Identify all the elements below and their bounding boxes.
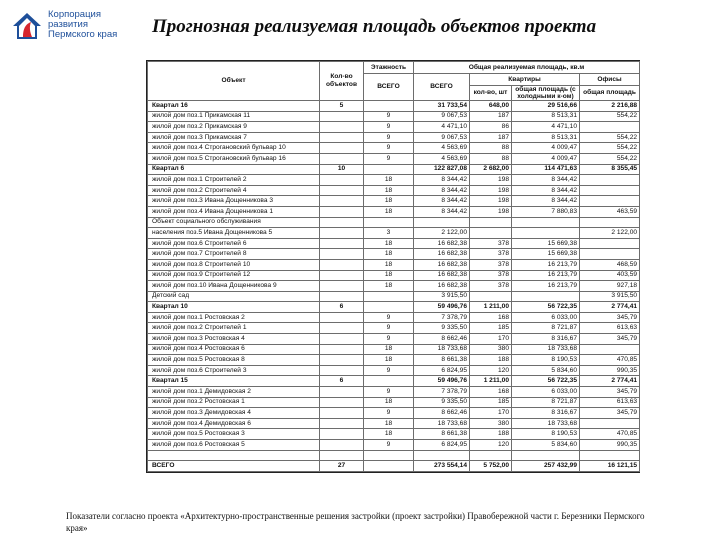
cell-cnt: 2 682,00 bbox=[470, 164, 512, 175]
table-row bbox=[148, 365, 640, 376]
cell-cnt: 120 bbox=[470, 365, 512, 376]
cell-off bbox=[580, 196, 640, 207]
cell-off: 3 915,50 bbox=[580, 291, 640, 302]
cell-cnt: 378 bbox=[470, 249, 512, 260]
header-apartments: Квартиры bbox=[470, 74, 580, 86]
cell-total: 7 378,79 bbox=[414, 387, 470, 398]
header-off-area: общая площадь bbox=[580, 86, 640, 101]
cell-apt: 18 733,68 bbox=[512, 344, 580, 355]
cell-qty bbox=[320, 196, 364, 207]
cell-qty bbox=[320, 450, 364, 461]
cell-off bbox=[580, 344, 640, 355]
cell-apt: 4 009,47 bbox=[512, 153, 580, 164]
cell-fl bbox=[364, 450, 414, 461]
table-row bbox=[148, 111, 640, 122]
cell-cnt: 1 211,00 bbox=[470, 376, 512, 387]
cell-apt: 8 190,53 bbox=[512, 429, 580, 440]
table-row bbox=[148, 440, 640, 451]
cell-off bbox=[580, 185, 640, 196]
cell-total: 7 378,79 bbox=[414, 312, 470, 323]
cell-name: жилой дом поз.2 Строителей 1 bbox=[148, 323, 320, 334]
cell-fl: 18 bbox=[364, 196, 414, 207]
cell-total: 9 067,53 bbox=[414, 111, 470, 122]
table-row bbox=[148, 270, 640, 281]
area-table bbox=[147, 61, 640, 472]
cell-cnt: 170 bbox=[470, 408, 512, 419]
cell-total: 8 344,42 bbox=[414, 185, 470, 196]
cell-cnt: 198 bbox=[470, 175, 512, 186]
table-row bbox=[148, 228, 640, 239]
cell-total: 6 824,95 bbox=[414, 440, 470, 451]
cell-qty bbox=[320, 334, 364, 345]
cell-total: 18 733,68 bbox=[414, 344, 470, 355]
cell-name: жилой дом поз.4 Демидовская 6 bbox=[148, 418, 320, 429]
cell-cnt bbox=[470, 228, 512, 239]
cell-qty bbox=[320, 418, 364, 429]
cell-qty bbox=[320, 153, 364, 164]
cell-apt: 8 344,42 bbox=[512, 175, 580, 186]
quarter-row bbox=[148, 376, 640, 387]
cell-off: 2 122,00 bbox=[580, 228, 640, 239]
table-row bbox=[148, 249, 640, 260]
cell-fl: 18 bbox=[364, 175, 414, 186]
cell-apt: 56 722,35 bbox=[512, 376, 580, 387]
cell-off: 613,63 bbox=[580, 397, 640, 408]
cell-off bbox=[580, 122, 640, 133]
cell-qty bbox=[320, 323, 364, 334]
area-table-frame bbox=[146, 60, 640, 473]
cell-name: жилой дом поз.8 Строителей 10 bbox=[148, 259, 320, 270]
cell-name: Детский сад bbox=[148, 291, 320, 302]
cell-qty bbox=[320, 344, 364, 355]
cell-off: 554,22 bbox=[580, 132, 640, 143]
cell-off: 345,79 bbox=[580, 408, 640, 419]
cell-apt bbox=[512, 217, 580, 228]
table-row bbox=[148, 122, 640, 133]
cell-off: 345,79 bbox=[580, 334, 640, 345]
cell-fl: 18 bbox=[364, 429, 414, 440]
cell-apt: 8 344,42 bbox=[512, 185, 580, 196]
cell-name: жилой дом поз.1 Демидовская 2 bbox=[148, 387, 320, 398]
table-row bbox=[148, 429, 640, 440]
cell-name: жилой дом поз.3 Ивана Дощенникова 3 bbox=[148, 196, 320, 207]
cell-total: 4 563,69 bbox=[414, 143, 470, 154]
cell-total: 6 824,95 bbox=[414, 365, 470, 376]
cell-apt: 6 033,00 bbox=[512, 312, 580, 323]
cell-qty bbox=[320, 249, 364, 260]
cell-cnt: 170 bbox=[470, 334, 512, 345]
table-row bbox=[148, 355, 640, 366]
cell-off: 470,85 bbox=[580, 429, 640, 440]
cell-off bbox=[580, 238, 640, 249]
cell-total: 273 554,14 bbox=[414, 461, 470, 472]
cell-name: жилой дом поз.5 Строгановский бульвар 16 bbox=[148, 153, 320, 164]
cell-fl: 9 bbox=[364, 111, 414, 122]
cell-apt: 16 213,79 bbox=[512, 259, 580, 270]
cell-off bbox=[580, 418, 640, 429]
cell-total: 2 122,00 bbox=[414, 228, 470, 239]
cell-apt: 114 471,63 bbox=[512, 164, 580, 175]
cell-total bbox=[414, 217, 470, 228]
table-row bbox=[148, 291, 640, 302]
cell-apt: 6 033,00 bbox=[512, 387, 580, 398]
cell-cnt: 380 bbox=[470, 418, 512, 429]
cell-apt: 8 721,87 bbox=[512, 323, 580, 334]
cell-fl: 9 bbox=[364, 122, 414, 133]
cell-apt bbox=[512, 228, 580, 239]
cell-off: 470,85 bbox=[580, 355, 640, 366]
cell-qty: 27 bbox=[320, 461, 364, 472]
cell-name: жилой дом поз.6 Ростовская 5 bbox=[148, 440, 320, 451]
quarter-row bbox=[148, 164, 640, 175]
cell-cnt: 648,00 bbox=[470, 101, 512, 112]
cell-total: 16 682,38 bbox=[414, 238, 470, 249]
cell-fl: 9 bbox=[364, 132, 414, 143]
cell-cnt: 86 bbox=[470, 122, 512, 133]
cell-qty: 6 bbox=[320, 376, 364, 387]
cell-off: 345,79 bbox=[580, 387, 640, 398]
cell-cnt bbox=[470, 291, 512, 302]
cell-cnt: 120 bbox=[470, 440, 512, 451]
header-apt-count: кол-во, шт bbox=[470, 86, 512, 101]
cell-cnt: 198 bbox=[470, 185, 512, 196]
cell-cnt: 188 bbox=[470, 355, 512, 366]
cell-cnt: 380 bbox=[470, 344, 512, 355]
cell-total: 8 344,42 bbox=[414, 175, 470, 186]
cell-cnt: 1 211,00 bbox=[470, 302, 512, 313]
cell-fl: 9 bbox=[364, 334, 414, 345]
table-body bbox=[148, 101, 640, 472]
cell-off: 554,22 bbox=[580, 143, 640, 154]
cell-off: 16 121,15 bbox=[580, 461, 640, 472]
cell-off: 554,22 bbox=[580, 153, 640, 164]
cell-name: жилой дом поз.1 Строителей 2 bbox=[148, 175, 320, 186]
cell-qty bbox=[320, 132, 364, 143]
cell-fl: 18 bbox=[364, 238, 414, 249]
cell-qty bbox=[320, 185, 364, 196]
cell-name: жилой дом поз.6 Строителей 6 bbox=[148, 238, 320, 249]
cell-qty bbox=[320, 111, 364, 122]
quarter-row bbox=[148, 101, 640, 112]
header-qty: Кол-во объектов bbox=[320, 62, 364, 101]
cell-apt: 8 513,31 bbox=[512, 111, 580, 122]
cell-fl: 9 bbox=[364, 143, 414, 154]
cell-cnt bbox=[470, 450, 512, 461]
cell-name: жилой дом поз.4 Ивана Дощенникова 1 bbox=[148, 206, 320, 217]
header-object: Объект bbox=[148, 62, 320, 101]
cell-total: 122 827,08 bbox=[414, 164, 470, 175]
cell-total: 8 661,38 bbox=[414, 355, 470, 366]
cell-fl: 18 bbox=[364, 185, 414, 196]
cell-off: 403,59 bbox=[580, 270, 640, 281]
cell-off: 990,35 bbox=[580, 365, 640, 376]
cell-name: Квартал 16 bbox=[148, 101, 320, 112]
cell-fl: 18 bbox=[364, 259, 414, 270]
cell-fl: 18 bbox=[364, 344, 414, 355]
cell-total: 4 563,69 bbox=[414, 153, 470, 164]
cell-name: Объект социального обслуживания bbox=[148, 217, 320, 228]
cell-qty bbox=[320, 408, 364, 419]
cell-off: 613,63 bbox=[580, 323, 640, 334]
cell-name: Квартал 6 bbox=[148, 164, 320, 175]
cell-qty bbox=[320, 206, 364, 217]
cell-qty bbox=[320, 259, 364, 270]
table-row bbox=[148, 418, 640, 429]
cell-name: жилой дом поз.1 Ростовская 2 bbox=[148, 312, 320, 323]
logo bbox=[12, 8, 142, 40]
cell-off: 2 216,88 bbox=[580, 101, 640, 112]
cell-total: 8 662,46 bbox=[414, 408, 470, 419]
cell-qty bbox=[320, 238, 364, 249]
cell-total: 16 682,38 bbox=[414, 259, 470, 270]
cell-fl bbox=[364, 164, 414, 175]
cell-total: 9 067,53 bbox=[414, 132, 470, 143]
cell-fl bbox=[364, 461, 414, 472]
total-row bbox=[148, 461, 640, 472]
cell-qty: 5 bbox=[320, 101, 364, 112]
cell-total: 8 661,38 bbox=[414, 429, 470, 440]
table-row bbox=[148, 397, 640, 408]
table-row bbox=[148, 196, 640, 207]
cell-fl: 18 bbox=[364, 281, 414, 292]
table-row bbox=[148, 281, 640, 292]
cell-fl: 9 bbox=[364, 408, 414, 419]
cell-cnt: 168 bbox=[470, 312, 512, 323]
cell-cnt: 378 bbox=[470, 270, 512, 281]
cell-apt: 8 190,53 bbox=[512, 355, 580, 366]
cell-total bbox=[414, 450, 470, 461]
cell-cnt: 185 bbox=[470, 397, 512, 408]
cell-fl: 3 bbox=[364, 228, 414, 239]
cell-cnt: 185 bbox=[470, 323, 512, 334]
cell-name: жилой дом поз.1 Прикамская 11 bbox=[148, 111, 320, 122]
table-row bbox=[148, 143, 640, 154]
table-row bbox=[148, 323, 640, 334]
cell-fl: 9 bbox=[364, 365, 414, 376]
cell-name: жилой дом поз.2 Ростовская 1 bbox=[148, 397, 320, 408]
cell-fl: 9 bbox=[364, 153, 414, 164]
cell-cnt: 378 bbox=[470, 259, 512, 270]
table-row bbox=[148, 312, 640, 323]
cell-name: жилой дом поз.6 Строителей 3 bbox=[148, 365, 320, 376]
cell-name: жилой дом поз.3 Демидовская 4 bbox=[148, 408, 320, 419]
cell-apt: 8 316,67 bbox=[512, 408, 580, 419]
cell-name: жилой дом поз.5 Ростовская 8 bbox=[148, 355, 320, 366]
cell-cnt: 187 bbox=[470, 132, 512, 143]
cell-total: 8 344,42 bbox=[414, 206, 470, 217]
cell-total: 9 335,50 bbox=[414, 323, 470, 334]
cell-qty bbox=[320, 365, 364, 376]
cell-off: 345,79 bbox=[580, 312, 640, 323]
cell-apt bbox=[512, 291, 580, 302]
cell-apt: 4 009,47 bbox=[512, 143, 580, 154]
cell-total: 16 682,38 bbox=[414, 249, 470, 260]
cell-total: 31 733,54 bbox=[414, 101, 470, 112]
cell-cnt: 187 bbox=[470, 111, 512, 122]
cell-off bbox=[580, 450, 640, 461]
cell-fl bbox=[364, 291, 414, 302]
cell-off bbox=[580, 249, 640, 260]
cell-cnt: 378 bbox=[470, 281, 512, 292]
header-area: Общая реализуемая площадь, кв.м bbox=[414, 62, 640, 74]
table-row bbox=[148, 217, 640, 228]
cell-qty bbox=[320, 122, 364, 133]
table-row bbox=[148, 450, 640, 461]
cell-name: жилой дом поз.9 Строителей 12 bbox=[148, 270, 320, 281]
cell-apt: 29 516,66 bbox=[512, 101, 580, 112]
cell-qty bbox=[320, 397, 364, 408]
cell-name: населения поз.5 Ивана Дощенникова 5 bbox=[148, 228, 320, 239]
cell-qty bbox=[320, 270, 364, 281]
cell-qty: 10 bbox=[320, 164, 364, 175]
table-row bbox=[148, 344, 640, 355]
cell-total: 16 682,38 bbox=[414, 270, 470, 281]
cell-off: 554,22 bbox=[580, 111, 640, 122]
cell-apt: 5 834,60 bbox=[512, 440, 580, 451]
cell-name: ВСЕГО bbox=[148, 461, 320, 472]
cell-name bbox=[148, 450, 320, 461]
cell-qty bbox=[320, 387, 364, 398]
cell-qty bbox=[320, 429, 364, 440]
table-row bbox=[148, 185, 640, 196]
cell-fl: 18 bbox=[364, 249, 414, 260]
table-row bbox=[148, 408, 640, 419]
cell-name: жилой дом поз.7 Строителей 8 bbox=[148, 249, 320, 260]
cell-qty bbox=[320, 217, 364, 228]
cell-total: 59 496,76 bbox=[414, 302, 470, 313]
house-logo-icon bbox=[12, 12, 42, 40]
cell-fl: 9 bbox=[364, 387, 414, 398]
cell-off: 2 774,41 bbox=[580, 302, 640, 313]
cell-off: 2 774,41 bbox=[580, 376, 640, 387]
cell-total: 3 915,50 bbox=[414, 291, 470, 302]
table-row bbox=[148, 334, 640, 345]
cell-cnt: 378 bbox=[470, 238, 512, 249]
cell-name: Квартал 10 bbox=[148, 302, 320, 313]
cell-apt: 56 722,35 bbox=[512, 302, 580, 313]
cell-name: жилой дом поз.10 Ивана Дощенникова 9 bbox=[148, 281, 320, 292]
cell-qty bbox=[320, 291, 364, 302]
cell-fl: 18 bbox=[364, 355, 414, 366]
table-row bbox=[148, 259, 640, 270]
cell-apt: 8 344,42 bbox=[512, 196, 580, 207]
cell-name: жилой дом поз.5 Ростовская 3 bbox=[148, 429, 320, 440]
cell-total: 18 733,68 bbox=[414, 418, 470, 429]
cell-fl bbox=[364, 302, 414, 313]
cell-fl bbox=[364, 376, 414, 387]
cell-apt: 15 669,38 bbox=[512, 238, 580, 249]
table-row bbox=[148, 175, 640, 186]
cell-total: 9 335,50 bbox=[414, 397, 470, 408]
cell-fl bbox=[364, 217, 414, 228]
cell-total: 8 344,42 bbox=[414, 196, 470, 207]
cell-fl: 18 bbox=[364, 397, 414, 408]
cell-apt: 5 834,60 bbox=[512, 365, 580, 376]
cell-off: 927,18 bbox=[580, 281, 640, 292]
cell-name: жилой дом поз.3 Ростовская 4 bbox=[148, 334, 320, 345]
cell-qty bbox=[320, 228, 364, 239]
cell-off bbox=[580, 175, 640, 186]
cell-fl: 9 bbox=[364, 323, 414, 334]
cell-qty bbox=[320, 281, 364, 292]
header-floors: Этажность bbox=[364, 62, 414, 74]
header-area-total: ВСЕГО bbox=[414, 74, 470, 101]
cell-fl bbox=[364, 101, 414, 112]
cell-cnt: 88 bbox=[470, 143, 512, 154]
cell-cnt: 198 bbox=[470, 196, 512, 207]
cell-name: Квартал 15 bbox=[148, 376, 320, 387]
header-offices: Офисы bbox=[580, 74, 640, 86]
header-floors-total: ВСЕГО bbox=[364, 74, 414, 101]
header-apt-area: общая площадь (с холодными к-ом) bbox=[512, 86, 580, 101]
cell-qty bbox=[320, 143, 364, 154]
cell-name: жилой дом поз.2 Прикамская 9 bbox=[148, 122, 320, 133]
cell-qty bbox=[320, 355, 364, 366]
cell-apt: 7 880,83 bbox=[512, 206, 580, 217]
table-row bbox=[148, 387, 640, 398]
cell-off: 463,59 bbox=[580, 206, 640, 217]
cell-total: 16 682,38 bbox=[414, 281, 470, 292]
cell-apt: 8 721,87 bbox=[512, 397, 580, 408]
cell-name: жилой дом поз.4 Ростовская 6 bbox=[148, 344, 320, 355]
cell-cnt: 168 bbox=[470, 387, 512, 398]
cell-apt: 257 432,99 bbox=[512, 461, 580, 472]
cell-off: 8 355,45 bbox=[580, 164, 640, 175]
cell-apt: 16 213,79 bbox=[512, 281, 580, 292]
cell-qty bbox=[320, 440, 364, 451]
cell-qty bbox=[320, 312, 364, 323]
cell-off: 468,59 bbox=[580, 259, 640, 270]
table-row bbox=[148, 238, 640, 249]
cell-fl: 18 bbox=[364, 418, 414, 429]
page-title: Прогнозная реализуемая площадь объектов проекта bbox=[152, 16, 597, 37]
cell-apt bbox=[512, 450, 580, 461]
cell-off: 990,35 bbox=[580, 440, 640, 451]
cell-name: жилой дом поз.3 Прикамская 7 bbox=[148, 132, 320, 143]
cell-fl: 18 bbox=[364, 270, 414, 281]
logo-text: Корпорация развития Пермского края bbox=[48, 9, 118, 40]
cell-apt: 4 471,10 bbox=[512, 122, 580, 133]
cell-total: 8 662,46 bbox=[414, 334, 470, 345]
quarter-row bbox=[148, 302, 640, 313]
cell-name: жилой дом поз.2 Строителей 4 bbox=[148, 185, 320, 196]
cell-total: 59 496,76 bbox=[414, 376, 470, 387]
table-row bbox=[148, 206, 640, 217]
cell-apt: 15 669,38 bbox=[512, 249, 580, 260]
caption: Показатели согласно проекта «Архитектурно-пространственные решения застройки (проект застройки) Правобережной части г. Березники Пермского края» bbox=[66, 511, 645, 533]
cell-apt: 18 733,68 bbox=[512, 418, 580, 429]
table-row bbox=[148, 153, 640, 164]
cell-apt: 8 316,67 bbox=[512, 334, 580, 345]
cell-cnt bbox=[470, 217, 512, 228]
cell-cnt: 88 bbox=[470, 153, 512, 164]
cell-apt: 16 213,79 bbox=[512, 270, 580, 281]
cell-fl: 18 bbox=[364, 206, 414, 217]
cell-off bbox=[580, 217, 640, 228]
cell-fl: 9 bbox=[364, 440, 414, 451]
cell-qty: 6 bbox=[320, 302, 364, 313]
cell-total: 4 471,10 bbox=[414, 122, 470, 133]
cell-cnt: 198 bbox=[470, 206, 512, 217]
cell-apt: 8 513,31 bbox=[512, 132, 580, 143]
cell-name: жилой дом поз.4 Строгановский бульвар 10 bbox=[148, 143, 320, 154]
table-row bbox=[148, 132, 640, 143]
cell-fl: 9 bbox=[364, 312, 414, 323]
cell-cnt: 5 752,00 bbox=[470, 461, 512, 472]
cell-cnt: 188 bbox=[470, 429, 512, 440]
cell-qty bbox=[320, 175, 364, 186]
